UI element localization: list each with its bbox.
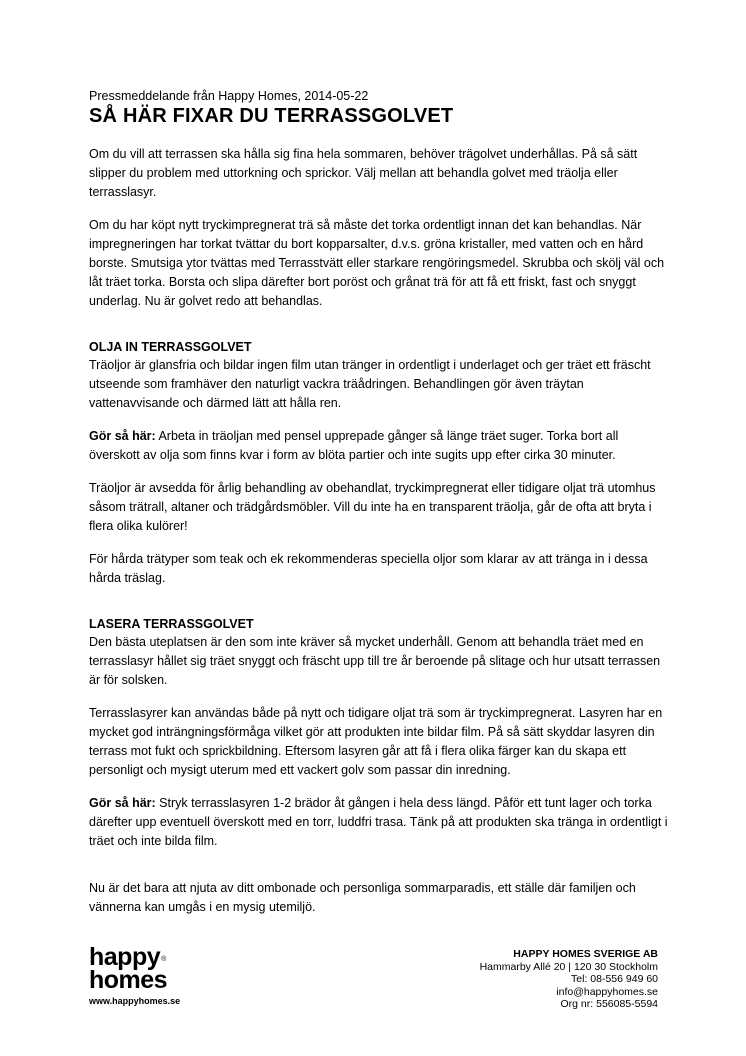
lasyr-howto-label: Gör så här: [89,796,156,810]
lasyr-howto-text: Stryk terrasslasyren 1-2 brädor åt gången i hela dess längd. Påför ett tunt lager och torka därefter upp eventuell överskott med en torr, luddfri trasa. Tänk på att produkten ska tränga in ordentligt i träet och inte bilda film. [89,796,668,848]
lasyr-paragraph-2: Terrasslasyrer kan användas både på nytt och tidigare oljat trä som är tryckimpregnerat. Lasyren har en mycket god inträngningsförmåga vilket gör att produkten inte bildar film. På så sätt skyddar lasyren din terrass mot fukt och sprickbildning. Eftersom lasyren går att få i flera olika färger kan du skapa ett personligt och mysigt uterum med ett vackert golv som passar din inredning. [89,706,663,777]
company-org-number: Org nr: 556085-5594 [560,998,658,1010]
company-address: Hammarby Allé 20 | 120 30 Stockholm [479,960,658,973]
company-email[interactable]: info@happyhomes.se [556,985,658,998]
happy-homes-logo [89,943,209,1006]
website-url[interactable]: www.happyhomes.se [89,996,181,1006]
lasyr-howto [89,794,669,851]
document-body [89,88,669,917]
oil-howto-label: Gör så här: [89,429,156,443]
section-heading-oil: OLJA IN TERRASSGOLVET [89,340,252,354]
oil-paragraph-3: För hårda trätyper som teak och ek rekommenderas speciella oljor som klarar av att tränga in i dessa hårda träslag. [89,552,648,585]
oil-paragraph-2: Träoljor är avsedda för årlig behandling av obehandlat, tryckimpregnerat eller tidigare oljat trä utomhus såsom trätrall, altaner och trädgårdsmöbler. Vill du inte ha en transparent träolja, går de ofta att bryta i flera olika kulörer! [89,481,656,533]
logo-word-happy: happy [89,943,161,971]
page-title: SÅ HÄR FIXAR DU TERRASSGOLVET [89,105,454,127]
company-phone: Tel: 08-556 949 60 [571,973,658,985]
company-contact-block [480,948,658,1011]
logo-word-homes: homes [89,966,168,994]
lasyr-paragraph-1: Den bästa uteplatsen är den som inte kräver så mycket underhåll. Genom att behandla träet med en terrasslasyr hållet sig träet snyggt och fräscht upp till tre år beroende på slitage och hur utsatt terrassen är för solsken. [89,635,661,687]
intro-paragraph-1: Om du vill att terrassen ska hålla sig fina hela sommaren, behöver trägolvet underhållas. På så sätt slipper du problem med uttorkning och sprickor. Välj mellan att behandla golvet med träolja eller terrasslasyr. [89,147,638,199]
closing-paragraph: Nu är det bara att njuta av ditt ombonade och personliga sommarparadis, ett ställe där familjen och vännerna kan umgås i en mysig utemiljö. [89,881,636,914]
registered-mark: ® [161,956,166,963]
company-name: HAPPY HOMES SVERIGE AB [513,948,658,960]
oil-howto [89,427,669,465]
oil-howto-text: Arbeta in träoljan med pensel upprepade gånger så länge träet suger. Torka bort all överskott av olja som finns kvar i form av blöta partier och inte sugits upp efter cirka 30 minuter. [89,429,619,462]
press-release-line: Pressmeddelande från Happy Homes, 2014-05-22 [89,89,369,103]
intro-paragraph-2: Om du har köpt nytt tryckimpregnerat trä så måste det torka ordentligt innan det kan behandlas. När impregneringen har torkat tvättar du bort kopparsalter, d.v.s. gröna kristaller, med vatten och en hård borste. Smutsiga ytor tvättas med Terrasstvätt eller starkare rengöringsmedel. Skrubba och skölj väl och låt träet torka. Borsta och slipa därefter bort poröst och grånat trä för att få ett friskt, fast och snyggt underlag. Nu är golvet redo att behandlas. [89,218,665,308]
section-heading-lasyr: LASERA TERRASSGOLVET [89,617,254,631]
oil-paragraph-1: Träoljor är glansfria och bildar ingen film utan tränger in ordentligt i underlaget och ger träet ett fräscht utseende som framhäver den naturligt vackra träådringen. Behandlingen gör även träytan vattenavvisande och därmed lätt att hålla ren. [89,358,651,410]
